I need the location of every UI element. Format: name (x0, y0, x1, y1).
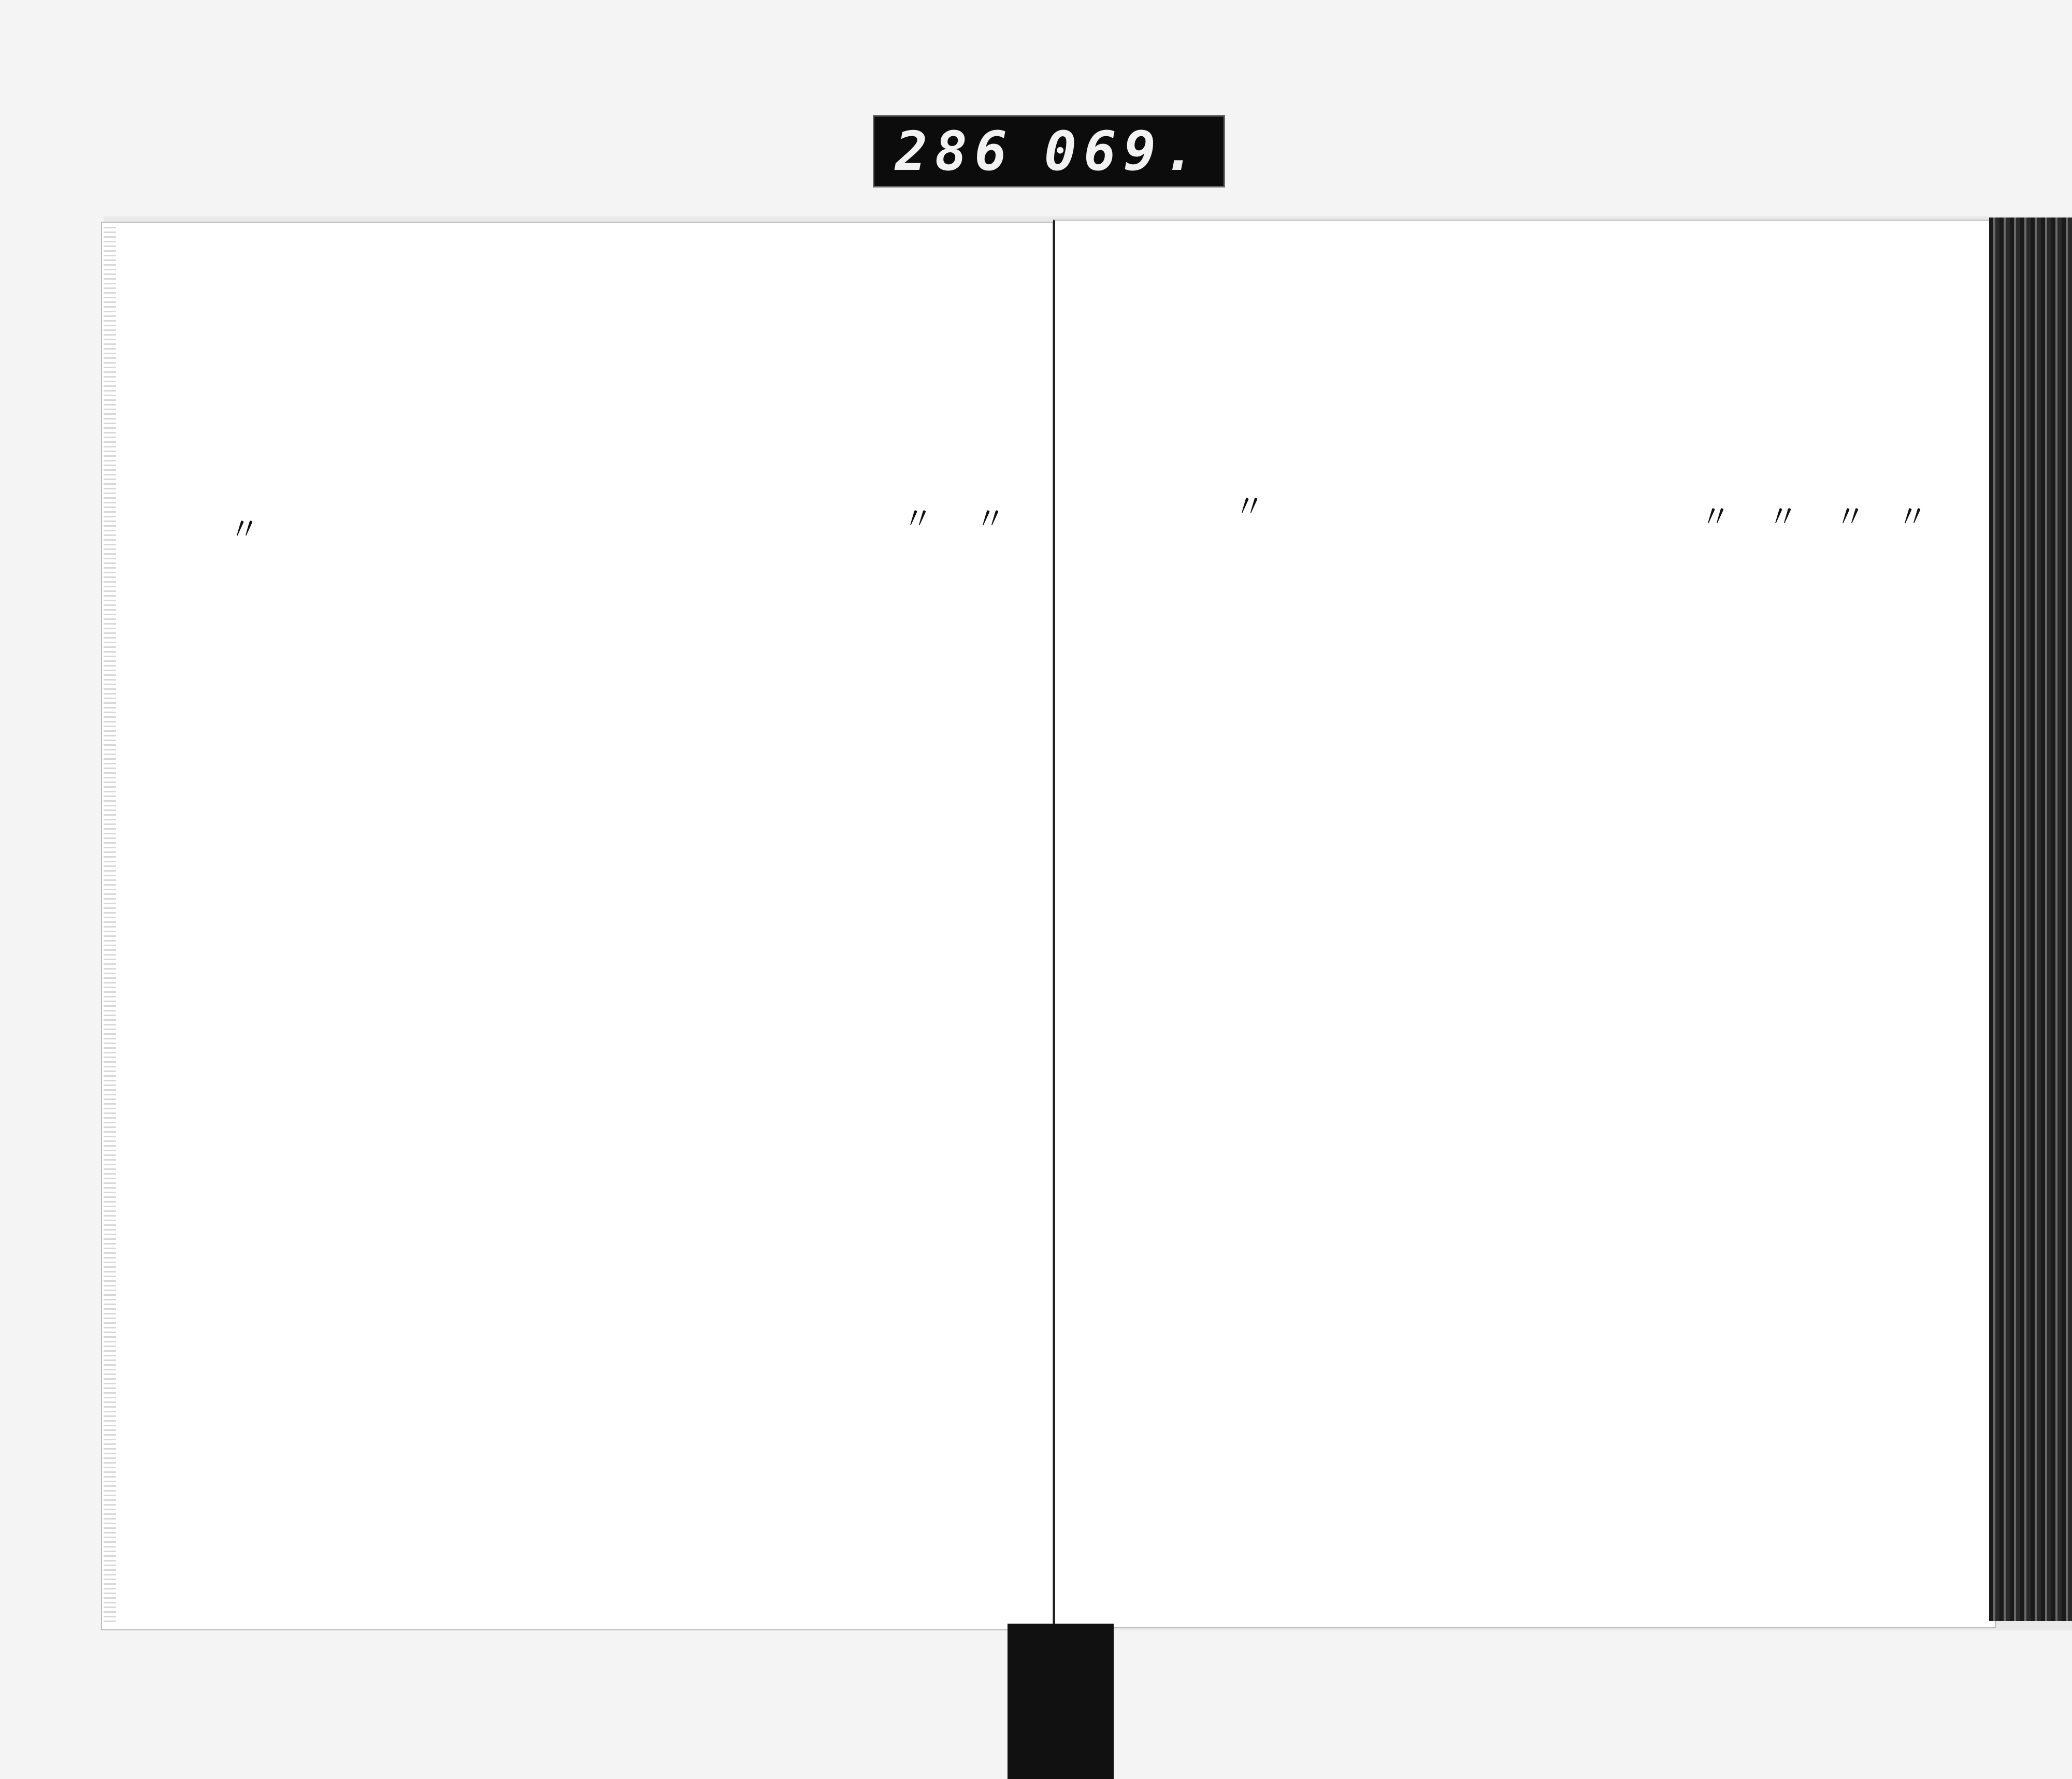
ditto-mark: 〃 (1229, 490, 1265, 521)
book-page-edges (1989, 218, 2072, 1621)
frame-number: 069. (1044, 120, 1203, 183)
ditto-mark: 〃 (1695, 500, 1731, 531)
ditto-mark: 〃 (1830, 500, 1866, 531)
left-page (101, 222, 1053, 1630)
microfilm-frame-counter (873, 115, 1225, 187)
right-page (1053, 220, 1996, 1628)
book-spine (1008, 1624, 1114, 1779)
ditto-mark: 〃 (1762, 500, 1798, 531)
page-edge-grain (104, 224, 116, 1622)
ditto-mark: 〃 (224, 513, 260, 544)
ditto-mark: 〃 (970, 502, 1006, 533)
ditto-mark: 〃 (1892, 500, 1928, 531)
ditto-mark: 〃 (897, 502, 933, 533)
reel-number: 286 (895, 120, 1014, 183)
